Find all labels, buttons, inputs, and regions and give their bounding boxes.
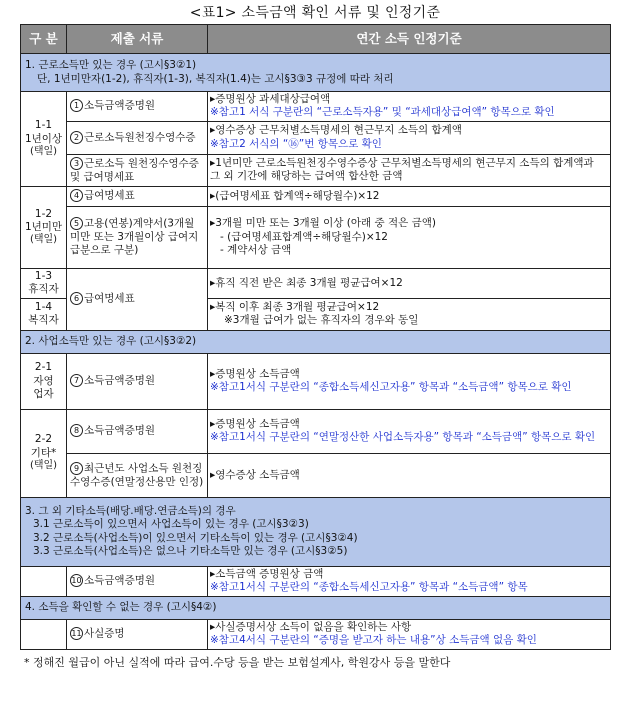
circled-number-11-icon: 11 [71, 629, 82, 639]
criteria-10 [208, 566, 611, 596]
section4-title: 4. 소득을 확인할 수 없는 경우 (고시§4②) [21, 596, 611, 619]
criteria-7 [208, 353, 611, 409]
category-code: 1-4 [34, 300, 53, 313]
table-row [21, 186, 611, 206]
category-3-empty [21, 566, 67, 596]
circled-number-3-icon: 3 [70, 157, 83, 170]
criteria-note: ※참고1서식 구분란의 “종합소득세신고자용” 항목과 “소득금액” 항목 [210, 581, 528, 594]
criteria-6b [208, 298, 611, 330]
category-label: 기타* [30, 446, 57, 459]
section1-line1: 1. 근로소득만 있는 경우 (고시§3②1) [25, 59, 197, 72]
criteria-1 [208, 92, 611, 122]
category-2-2 [21, 409, 67, 497]
section3-line2: 3.1 근로소득이 있으면서 사업소득이 있는 경우 (고시§3②3) [33, 518, 309, 531]
criteria-text: ▸영수증상 근무처별소득명세의 현근무지 소득의 합계액 [210, 124, 462, 137]
document-11 [67, 619, 208, 649]
criteria-9: ▸영수증상 소득금액 [208, 453, 611, 497]
section3-line4: 3.3 근로소득(사업소득)은 없으나 기타소득만 있는 경우 (고시§3②5) [33, 545, 348, 558]
table-row [21, 619, 611, 649]
category-code: 2-2 [34, 433, 53, 446]
circled-number-5-icon: 5 [70, 217, 83, 230]
criteria-text: ▸3개월 미만 또는 3개월 이상 (아래 중 적은 금액) [210, 217, 436, 230]
criteria-note: ※참고4서식 구분란의 “증명을 받고자 하는 내용”상 소득금액 없음 확인 [210, 634, 537, 647]
document-2 [67, 121, 208, 154]
document-label: 근로소득 원천징수영수증 및 급여명세표 [70, 157, 199, 183]
category-note: (택일) [29, 145, 58, 157]
table-row [21, 92, 611, 122]
document-label: 근로소득원천징수영수증 [84, 131, 196, 144]
criteria-text: ▸증명원상 소득금액 [210, 367, 300, 380]
footnote: * 정해진 월급이 아닌 실적에 따라 급여.수당 등을 받는 보험설계사, 학원강사 등을 말한다 [24, 656, 451, 669]
category-1-1 [21, 92, 67, 187]
document-label: 고용(연봉)계약서(3개월 미만 또는 3개월이상 급여지급분으로 구분) [70, 217, 199, 257]
category-4-empty [21, 619, 67, 649]
document-3 [67, 154, 208, 186]
document-5 [67, 206, 208, 268]
document-label: 급여명세표 [84, 189, 135, 202]
category-note: (택일) [29, 234, 58, 246]
criteria-5 [208, 206, 611, 268]
category-label: 복직자 [28, 314, 59, 327]
criteria-note: ※참고2 서식의 “⑯”번 항목으로 확인 [210, 137, 382, 150]
criteria-table [20, 24, 611, 650]
category-label: 휴직자 [28, 283, 59, 296]
circled-number-9-icon: 9 [70, 462, 83, 475]
criteria-text: ▸소득금액 증명원상 금액 [210, 567, 324, 580]
criteria-3: ▸1년미만 근로소득원천징수영수증상 근무처별소득명세의 현근무지 소득의 합계액과 그 외 기간에 해당하는 급여액 합산한 금액 [208, 154, 611, 186]
criteria-2 [208, 121, 611, 154]
section3-line3: 3.2 근로소득(사업소득)이 있으면서 기타소득이 있는 경우 (고시§3②4) [33, 531, 358, 544]
document-7 [67, 353, 208, 409]
category-label-2: 업자 [33, 387, 54, 400]
table-row [21, 353, 611, 409]
category-note: (택일) [29, 460, 58, 472]
category-label: 1년미만 [24, 220, 63, 233]
section-row-3 [21, 497, 611, 566]
document-label: 사실증명 [84, 627, 125, 640]
section-row-4 [21, 596, 611, 619]
category-label: 자영 [33, 374, 54, 387]
table-row [21, 206, 611, 268]
document-label: 급여명세표 [84, 292, 135, 305]
category-1-4 [21, 298, 67, 330]
section2-title: 2. 사업소득만 있는 경우 (고시§3②2) [21, 330, 611, 353]
category-code: 1-1 [34, 119, 53, 132]
criteria-4: ▸(급여명세표 합계액÷해당월수)×12 [208, 186, 611, 206]
category-1-2 [21, 186, 67, 268]
circled-number-7-icon: 7 [70, 374, 83, 387]
header-criteria: 연간 소득 인정기준 [208, 25, 611, 54]
circled-number-8-icon: 8 [70, 424, 83, 437]
criteria-6a: ▸휴직 직전 받은 최종 3개월 평균급여×12 [208, 268, 611, 298]
page-title: <표1> 소득금액 확인 서류 및 인정기준 [189, 5, 441, 21]
criteria-subitem: - 계약서상 금액 [220, 244, 292, 257]
category-code: 2-1 [34, 361, 53, 374]
criteria-11 [208, 619, 611, 649]
table-header-row [21, 25, 611, 54]
document-4 [67, 186, 208, 206]
circled-number-10-icon: 10 [71, 576, 82, 586]
table-row [21, 268, 611, 298]
table-row [21, 566, 611, 596]
section1-line2: 단, 1년미만자(1-2), 휴직자(1-3), 복직자(1.4)는 고시§3③3 규정에 따라 처리 [37, 72, 394, 85]
criteria-text: ▸증명원상 소득금액 [210, 417, 300, 430]
document-label: 최근년도 사업소득 원천징수영수증(연말정산용만 인정) [70, 462, 204, 488]
category-code: 1-2 [34, 207, 53, 220]
table-row [21, 154, 611, 186]
document-10 [67, 566, 208, 596]
criteria-note: ※참고1서식 구분란의 “종합소득세신고자용” 항목과 “소득금액” 항목으로 확인 [210, 381, 572, 394]
table-row [21, 121, 611, 154]
circled-number-6-icon: 6 [70, 292, 83, 305]
table-row [21, 453, 611, 497]
criteria-subitem: - (급여명세표합계액÷해당월수)×12 [220, 230, 388, 243]
table-row [21, 409, 611, 453]
category-label: 1년이상 [24, 132, 63, 145]
document-9 [67, 453, 208, 497]
criteria-note: ※참고1서식 구분란의 “연말정산한 사업소득자용” 항목과 “소득금액” 항목으로 확인 [210, 431, 596, 444]
criteria-text: ▸복직 이후 최종 3개월 평균급여×12 [210, 300, 380, 313]
category-code: 1-3 [34, 269, 53, 282]
section-row-2 [21, 330, 611, 353]
header-documents: 제출 서류 [67, 25, 208, 54]
criteria-text: ▸증명원상 과세대상급여액 [210, 93, 331, 105]
header-category: 구 분 [21, 25, 67, 54]
document-label: 소득금액증명원 [84, 374, 156, 387]
circled-number-1-icon: 1 [70, 99, 83, 112]
category-2-1 [21, 353, 67, 409]
document-1 [67, 92, 208, 122]
document-label: 소득금액증명원 [84, 99, 156, 112]
criteria-8 [208, 409, 611, 453]
criteria-text: ▸사실증명서상 소득이 없음을 확인하는 사항 [210, 620, 412, 633]
document-label: 소득금액증명원 [84, 574, 156, 587]
section3-line1: 3. 그 외 기타소득(배당.배당.연금소득)의 경우 [25, 504, 236, 517]
section-row-1 [21, 54, 611, 92]
criteria-note: ※참고1 서식 구분란의 “근로소득자용” 및 “과세대상급여액” 항목으로 확인 [210, 106, 555, 119]
category-1-3 [21, 268, 67, 298]
document-label: 소득금액증명원 [84, 424, 156, 437]
document-8 [67, 409, 208, 453]
criteria-note: ※3개월 급여가 없는 휴직자의 경우와 동일 [224, 314, 419, 327]
document-6 [67, 268, 208, 330]
circled-number-4-icon: 4 [70, 189, 83, 202]
circled-number-2-icon: 2 [70, 131, 83, 144]
